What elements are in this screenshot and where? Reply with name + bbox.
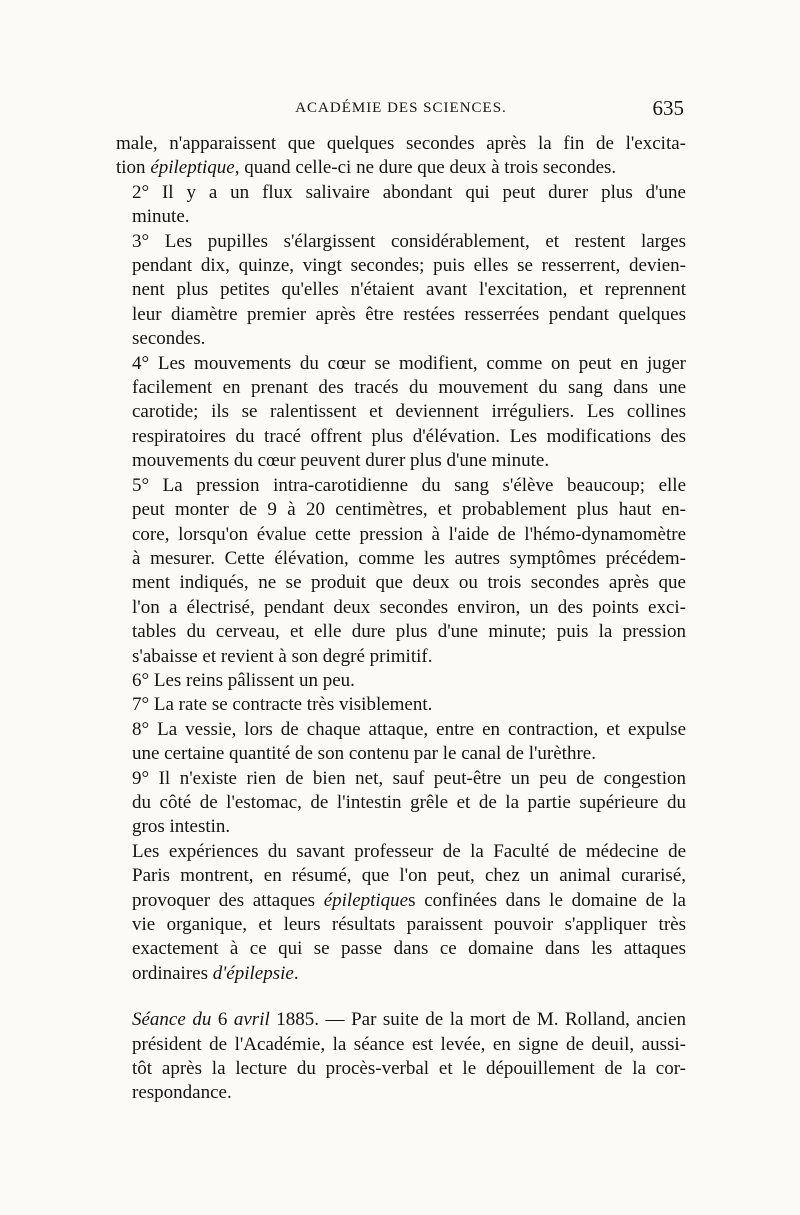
text-line: 7° La rate se contracte très visiblement. <box>132 694 433 716</box>
page-number: 635 <box>652 96 684 120</box>
text-line: pendant dix, quinze, vingt secondes; puis elles se resserrent, devien- <box>132 255 686 277</box>
paragraph-item-5 <box>116 474 686 669</box>
paragraph-item-9 <box>116 767 686 840</box>
text-line: Les expériences du savant professeur de la Faculté de médecine de <box>132 840 686 862</box>
text-line: nent plus petites qu'elles n'étaient avant l'excitation, et reprennent <box>132 279 686 301</box>
text-line: 3° Les pupilles s'élargissent considérablement, et restent larges <box>132 230 686 252</box>
text-line: core, lorsqu'on évalue cette pression à l'aide de l'hémo-dynamomètre <box>132 523 686 545</box>
text-line: 5° La pression intra-carotidienne du sang s'élève beaucoup; elle <box>132 474 686 496</box>
text-line: s'abaisse et revient à son degré primitif. <box>132 645 433 667</box>
text-line: respiratoires du tracé offrent plus d'élévation. Les modifications des <box>132 425 686 447</box>
text-line: président de l'Académie, la séance est levée, en signe de deuil, aussi- <box>132 1033 686 1055</box>
text-line: ordinaires d'épilepsie. <box>132 962 299 984</box>
paragraph-item-6 <box>116 669 686 693</box>
text-line: vie organique, et leurs résultats paraissent pouvoir s'appliquer très <box>132 914 686 935</box>
text-line: du côté de l'estomac, de l'intestin grêle et de la partie supérieure du <box>132 791 686 813</box>
paragraph-summary <box>116 840 686 986</box>
paragraph-item-8 <box>116 718 686 767</box>
text-line: secondes. <box>132 328 206 350</box>
text-line: ment indiqués, ne se produit que deux ou trois secondes après que <box>132 572 686 594</box>
text-line: gros intestin. <box>132 816 231 838</box>
text-line: l'on a électrisé, pendant deux secondes environ, un des points exci- <box>132 596 686 618</box>
paragraph-seance <box>116 1008 686 1106</box>
text-line: tôt après la lecture du procès-verbal et le dépouillement de la cor- <box>132 1058 686 1080</box>
paragraph-item-3 <box>116 230 686 352</box>
text-line: 2° Il y a un flux salivaire abondant qui peut durer plus d'une <box>132 181 686 203</box>
text-line: 8° La vessie, lors de chaque attaque, entre en contraction, et expulse <box>132 718 686 740</box>
text-line: 6° Les reins pâlissent un peu. <box>132 669 355 691</box>
text-line: tables du cerveau, et elle dure plus d'une minute; puis la pression <box>132 621 686 643</box>
paragraph-item-7 <box>116 693 686 717</box>
running-header <box>116 96 686 122</box>
paragraph-item-2 <box>116 181 686 230</box>
text-line: Paris montrent, en résumé, que l'on peut, chez un animal curarisé, <box>132 865 686 887</box>
text-line: facilement en prenant des tracés du mouvement du sang dans une <box>132 377 686 399</box>
text-line: minute. <box>132 206 190 228</box>
page-body <box>116 132 686 1106</box>
running-title: ACADÉMIE DES SCIENCES. <box>295 100 507 116</box>
text-line: male, n'apparaissent que quelques secondes après la fin de l'excita- <box>116 133 686 154</box>
text-line: tion épileptique, quand celle-ci ne dure que deux à trois secondes. <box>116 157 617 179</box>
text-line: provoquer des attaques épileptiques confinées dans le domaine de la <box>132 889 686 911</box>
paragraph-continuation <box>116 132 686 181</box>
text-line: peut monter de 9 à 20 centimètres, et probablement plus haut en- <box>132 499 686 521</box>
text-line: exactement à ce qui se passe dans ce domaine dans les attaques <box>132 938 686 960</box>
text-line: respondance. <box>132 1082 232 1104</box>
text-line: 9° Il n'existe rien de bien net, sauf peut-être un peu de congestion <box>132 767 686 789</box>
text-line: à mesurer. Cette élévation, comme les autres symptômes précédem- <box>132 547 686 569</box>
text-line: 4° Les mouvements du cœur se modifient, comme on peut en juger <box>132 352 686 374</box>
text-line: carotide; ils se ralentissent et deviennent irréguliers. Les collines <box>132 401 686 423</box>
text-line: leur diamètre premier après être restées resserrées pendant quelques <box>132 303 686 325</box>
text-line: mouvements du cœur peuvent durer plus d'une minute. <box>132 450 550 472</box>
text-line: une certaine quantité de son contenu par le canal de l'urèthre. <box>132 743 596 765</box>
paragraph-item-4 <box>116 352 686 474</box>
text-line: Séance du 6 avril 1885. — Par suite de la mort de M. Rolland, ancien <box>132 1009 687 1031</box>
